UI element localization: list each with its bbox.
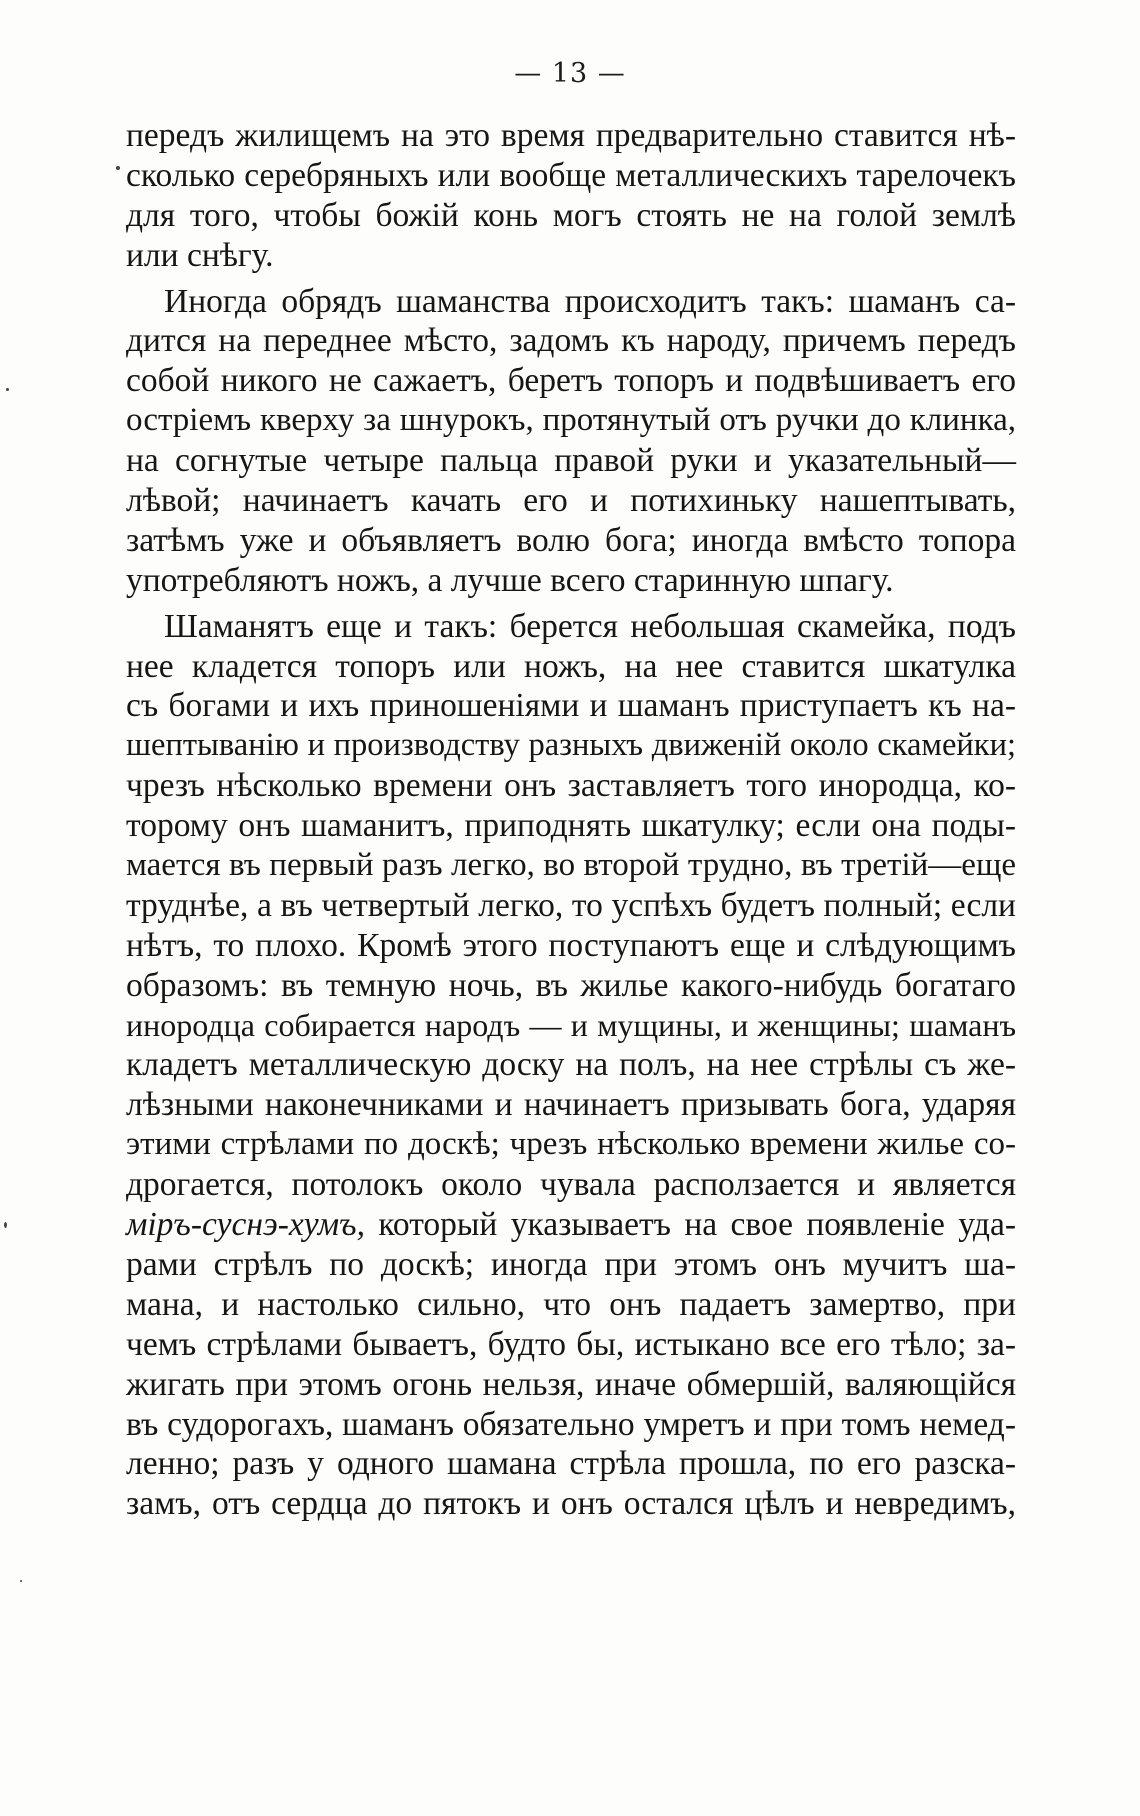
scan-speck <box>116 166 120 170</box>
paragraph-2 <box>126 282 1016 601</box>
text-line: съ богами и ихъ приношеніями и шаманъ приступаетъ къ на- <box>126 687 1016 725</box>
text-line: сколько серебряныхъ или вообще металлическихъ тарелочекъ <box>126 156 1016 194</box>
text-line: передъ жилищемъ на это время предварительно ставится нѣ- <box>126 117 1016 154</box>
paragraph-3 <box>126 607 1016 1524</box>
text-line: лѣвой; начинаетъ качать его и потихиньку нашептывать, <box>126 482 1016 520</box>
text-line: чемъ стрѣлами бываетъ, будто бы, истыкано все его тѣло; за- <box>126 1325 1016 1363</box>
scan-speck <box>6 388 9 391</box>
text-line: чрезъ нѣсколько времени онъ заставляетъ того инородца, ко- <box>126 767 1016 805</box>
paragraph-1 <box>126 116 1016 276</box>
text-line: употребляютъ ножъ, а лучше всего старинную шпагу. <box>126 561 894 599</box>
text-line: лѣзными наконечниками и начинаетъ призывать бога, ударяя <box>126 1086 1016 1124</box>
text-line: этими стрѣлами по доскѣ; чрезъ нѣсколько времени жилье со- <box>126 1126 1016 1163</box>
text-line: торому онъ шаманитъ, приподнять шкатулку; если она поды- <box>126 807 1016 845</box>
italic-term: міръ-суснэ-хумъ, <box>126 1206 365 1244</box>
text-line: въ судорогахъ, шаманъ обязательно умретъ и при томъ немед- <box>126 1405 1016 1443</box>
scan-speck <box>20 1580 22 1582</box>
text-line: шептыванію и производству разныхъ движеній около скамейки; <box>126 727 1016 764</box>
text-line-rest: который указываетъ на свое появленіе уда- <box>364 1206 1016 1244</box>
text-line-with-italic <box>126 1205 1016 1245</box>
text-line: мается въ первый разъ легко, во второй трудно, въ третій—еще <box>126 847 1016 884</box>
text-line: на согнутые четыре пальца правой руки и указательный— <box>126 442 1016 480</box>
text-line: мана, и настолько сильно, что онъ падаетъ замертво, при <box>126 1285 1016 1323</box>
text-line: затѣмъ уже и объявляетъ волю бога; иногда вмѣсто топора <box>126 521 1016 559</box>
text-line: Шаманятъ еще и такъ: берется небольшая скамейка, подъ <box>164 607 1016 645</box>
text-line: или снѣгу. <box>126 236 274 274</box>
text-line: Иногда обрядъ шаманства происходитъ такъ: шаманъ са- <box>164 282 1016 320</box>
text-line: образомъ: въ темную ночь, въ жилье какого-нибудь богатаго <box>126 966 1016 1004</box>
text-line: нѣтъ, то плохо. Кромѣ этого поступаютъ еще и слѣдующимъ <box>126 926 1016 964</box>
text-line: замъ, отъ сердца до пятокъ и онъ остался цѣлъ и невредимъ, <box>126 1485 1016 1523</box>
scan-speck <box>4 1222 7 1228</box>
text-line: остріемъ кверху за шнурокъ, протянутый отъ ручки до клинка, <box>126 402 1016 439</box>
text-line: нее кладется топоръ или ножъ, на нее ставится шкатулка <box>126 647 1016 685</box>
text-line: кладетъ металлическую доску на полъ, на нее стрѣлы съ же- <box>126 1046 1016 1084</box>
text-line: труднѣе, а въ четвертый легко, то успѣхъ будетъ полный; если <box>126 886 1016 924</box>
text-line: жигать при этомъ огонь нельзя, иначе обмершій, валяющійся <box>126 1365 1016 1403</box>
text-line: рами стрѣлъ по доскѣ; иногда при этомъ онъ мучитъ ша- <box>126 1245 1016 1283</box>
text-line: дрогается, потолокъ около чувала расползается и является <box>126 1166 1016 1204</box>
text-line: для того, чтобы божій конь могъ стоять не на голой землѣ <box>126 196 1016 234</box>
text-line: инородца собирается народъ — и мущины, и женщины; шаманъ <box>126 1006 1016 1043</box>
text-line: ленно; разъ у одного шамана стрѣла прошла, по его разска- <box>126 1445 1016 1483</box>
page-number: — 13 — <box>514 58 626 89</box>
text-line: дится на переднее мѣсто, задомъ къ народу, причемъ передъ <box>126 322 1016 360</box>
body-text <box>126 116 1016 1524</box>
text-line: собой никого не сажаетъ, беретъ топоръ и подвѣшиваетъ его <box>126 362 1016 400</box>
